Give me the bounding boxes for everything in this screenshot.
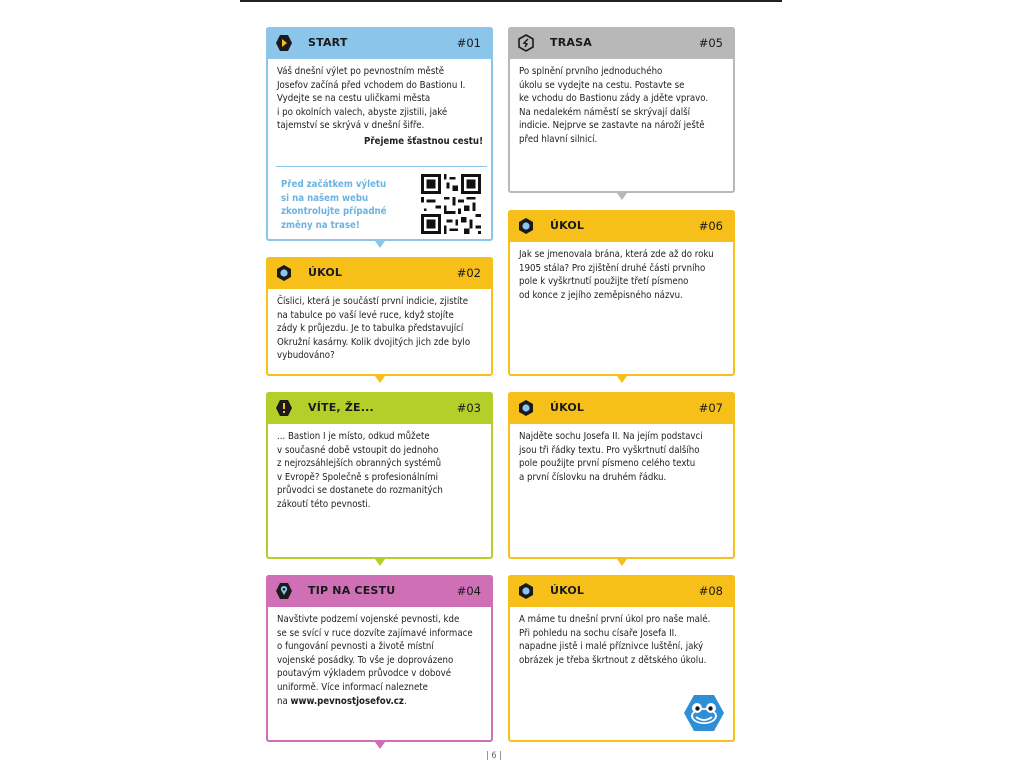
text-line: indicie. Nejprve se zastavte na nároží ještě: [519, 120, 705, 132]
card-header: [508, 575, 735, 607]
text-line: Vydejte se na cestu uličkami města: [277, 93, 431, 105]
card-text: [277, 613, 483, 708]
down-arrow-icon: [617, 559, 627, 566]
card-text: [277, 65, 483, 149]
card-number: #05: [698, 36, 723, 50]
text-line: vojenské posádky. To vše je doprovázeno: [277, 654, 454, 666]
card-text: [277, 295, 483, 363]
text-line: poutavým výkladem průvodce v dobové: [277, 668, 452, 680]
card-05-route: [508, 27, 735, 193]
text-line: Navštivte podzemí vojenské pevnosti, kde: [277, 614, 460, 625]
text-line: v současné době vstoupit do jednoho: [277, 444, 439, 456]
card-01-start: [266, 27, 493, 241]
info-icon: [275, 399, 293, 417]
text-line: na tabulce po vaší levé ruce, když stojíte: [277, 309, 454, 321]
card-header: [266, 575, 493, 607]
text-line: 1905 stála? Pro zjištění druhé části prvního: [519, 262, 706, 274]
note-line: zkontrolujte případné: [281, 206, 387, 218]
card-number: #03: [456, 401, 481, 415]
card-header: [266, 257, 493, 289]
down-arrow-icon: [375, 559, 385, 566]
wish-text: Přejeme šťastnou cestu!: [364, 135, 483, 147]
text-line: Číslici, která je součástí první indicie, zjistíte: [277, 296, 469, 307]
text-line: ke vchodu do Bastionu zády a jděte vpravo.: [519, 93, 709, 105]
text-line: a první číslovku na druhém řádku.: [519, 471, 667, 483]
text-line: jsou tři řádky textu. Pro vyškrtnutí dalšího: [519, 444, 700, 456]
text-line: průvodci se dostanete do rozmanitých: [277, 485, 443, 497]
card-title: START: [308, 36, 348, 49]
frog-mascot-icon: [683, 694, 725, 732]
text-line: Na nedalekém náměstí se skrývají další: [519, 106, 691, 118]
card-header: [266, 27, 493, 59]
card-07-task: [508, 392, 735, 559]
card-text: [277, 430, 483, 512]
card-04-tip: [266, 575, 493, 742]
text-suffix: .: [403, 695, 407, 707]
hexagon-nut-icon: [517, 582, 535, 600]
text-line: Při pohledu na sochu císaře Josefa II.: [519, 627, 677, 639]
card-header: [266, 392, 493, 424]
card-text: [519, 613, 725, 667]
text-line: úkolu se vydejte na cestu. Postavte se: [519, 79, 685, 91]
text-line: vybudováno?: [277, 350, 335, 362]
card-title: VÍTE, ŽE...: [308, 401, 374, 414]
text-line: Najděte sochu Josefa II. Na jejím podstavci: [519, 431, 703, 442]
card-title: ÚKOL: [308, 266, 343, 279]
qr-code-icon[interactable]: [421, 174, 481, 234]
down-arrow-icon: [617, 376, 627, 383]
play-icon: [275, 34, 293, 52]
route-change-note: [281, 178, 399, 232]
down-arrow-icon: [375, 742, 385, 749]
text-line: napadne jistě i malé příznivce luštění, jaký: [519, 641, 704, 653]
card-02-task: [266, 257, 493, 376]
text-line: pole použijte první písmeno celého textu: [519, 458, 696, 470]
text-line: A máme tu dnešní první úkol pro naše malé.: [519, 614, 711, 625]
text-line: o fungování pevnosti a životě místní: [277, 641, 434, 653]
text-line: ... Bastion I je místo, odkud můžete: [277, 431, 430, 442]
card-header: [508, 27, 735, 59]
top-rule: [240, 0, 782, 2]
card-number: #04: [456, 584, 481, 598]
card-title: ÚKOL: [550, 219, 585, 232]
down-arrow-icon: [375, 241, 385, 248]
text-line: zákoutí této pevnosti.: [277, 498, 371, 510]
card-03-did-you-know: [266, 392, 493, 559]
text-line: pole k vyškrtnutí použijte třetí písmeno: [519, 276, 689, 288]
hexagon-nut-icon: [517, 399, 535, 417]
hexagon-nut-icon: [517, 217, 535, 235]
card-title: ÚKOL: [550, 401, 585, 414]
down-arrow-icon: [617, 193, 627, 200]
card-number: #01: [456, 36, 481, 50]
card-header: [508, 392, 735, 424]
note-line: změny na trase!: [281, 219, 360, 231]
compass-icon: [517, 34, 535, 52]
card-title: TRASA: [550, 36, 592, 49]
text-line: se se svící v ruce dozvíte zajímavé informace: [277, 627, 473, 639]
text-line: zády k průjezdu. Je to tabulka představující: [277, 323, 464, 335]
text-line: i po okolních valech, abyste zjistili, jaké: [277, 106, 448, 118]
card-number: #07: [698, 401, 723, 415]
card-number: #02: [456, 266, 481, 280]
text-line: Váš dnešní výlet po pevnostním městě: [277, 66, 445, 77]
card-number: #08: [698, 584, 723, 598]
card-title: ÚKOL: [550, 584, 585, 597]
card-text: [519, 65, 725, 147]
note-line: si na našem webu: [281, 192, 369, 204]
card-08-task: [508, 575, 735, 742]
text-prefix: na: [277, 695, 291, 707]
card-title: TIP NA CESTU: [308, 584, 396, 597]
text-line: Po splnění prvního jednoduchého: [519, 66, 663, 77]
text-line: [277, 695, 483, 709]
down-arrow-icon: [375, 376, 385, 383]
website-link[interactable]: www.pevnostjosefov.cz: [290, 695, 404, 707]
divider: [276, 166, 487, 167]
card-text: [519, 248, 725, 302]
text-line: z nejrozsáhlejších obranných systémů: [277, 458, 442, 470]
text-line: Okružní kasárny. Kolik dvojitých jich zde bylo: [277, 336, 471, 348]
card-06-task: [508, 210, 735, 376]
card-text: [519, 430, 725, 484]
card-header: [508, 210, 735, 242]
text-line: Josefov začíná před vchodem do Bastionu I.: [277, 79, 466, 91]
text-line: v Evropě? Společně s profesionálními: [277, 471, 439, 483]
text-line: Jak se jmenovala brána, která zde až do roku: [519, 249, 714, 260]
page-number: | 6 |: [486, 751, 502, 761]
text-line: před hlavní silnicí.: [519, 133, 598, 145]
text-line: od konce z jejího zeměpisného názvu.: [519, 289, 683, 301]
hexagon-nut-icon: [275, 264, 293, 282]
note-line: Před začátkem výletu: [281, 179, 387, 190]
text-line: tajemství se skrývá v dnešní šifře.: [277, 120, 425, 132]
map-pin-icon: [275, 582, 293, 600]
text-line: obrázek je třeba škrtnout z dětského úkolu.: [519, 654, 707, 666]
card-number: #06: [698, 219, 723, 233]
text-line: uniformě. Více informací naleznete: [277, 681, 428, 693]
